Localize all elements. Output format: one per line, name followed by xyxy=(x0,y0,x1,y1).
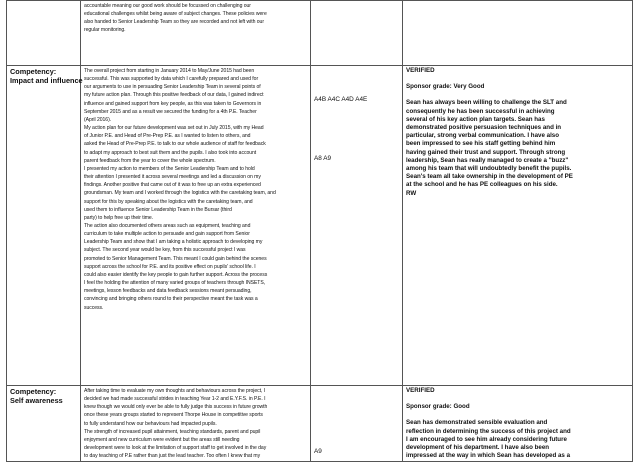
text-line: of Junior P.E. and Head of Pre-Prep P.E. as I wanted to listen to others, and xyxy=(84,133,251,140)
text-line: promoted to Senior Management Team. This meant I could gain behind the scenes xyxy=(84,255,267,262)
verification-line: impressed at the way in which Sean has developed as a xyxy=(406,452,571,460)
verification-line: development of his department. I have also been xyxy=(406,444,550,452)
verification-line: Sponsor grade: Very Good xyxy=(406,83,485,91)
evidence-text xyxy=(84,2,307,35)
text-line: could also easier identify the key people to gain further support. Across the process xyxy=(84,271,268,278)
verification-line: Sean has demonstrated sensible evaluation and xyxy=(406,419,548,427)
text-line: used them to influence Senior Leadership Team in the Bursar (third xyxy=(84,206,232,213)
text-line: to day teaching of P.E rather than just the lead teacher. Too often I knew that my xyxy=(84,453,261,460)
text-line: success. xyxy=(84,304,104,311)
refs-cell xyxy=(311,66,403,386)
evidence-cell xyxy=(81,66,311,386)
text-line: once these years groups started to represent Thorpe House in competitive sports xyxy=(84,412,263,419)
verification-cell xyxy=(403,66,633,386)
text-line: to adapt my approach to best suit them and the pupils. I also took into account xyxy=(84,149,257,156)
competency-cell xyxy=(7,66,81,386)
text-line: subject. The second year would be key, from this successful project I was xyxy=(84,247,246,254)
text-line: educational challenges whilst being aware of subject changes. These policies were xyxy=(84,11,267,18)
reference-line: A4B A4C A4D A4E xyxy=(314,96,368,103)
competency-table xyxy=(6,0,633,462)
competency-title: Competency: Self awareness xyxy=(10,387,63,405)
text-line: asked the Head of Pre-Prep P.E. to talk to our whole audience of staff for feedback xyxy=(84,141,266,148)
reference-line: A8 A9 xyxy=(314,155,332,162)
text-line: I presented my action to members of the Senior Leadership Team and to hold xyxy=(84,165,255,172)
spacer xyxy=(406,75,629,83)
text-line: findings. Another positive that came out of it was to free up an extra experienced xyxy=(84,182,261,189)
verification-cell xyxy=(403,386,633,462)
evidence-cell xyxy=(81,386,311,462)
text-line: accountable meaning our good work should be focussed on challenging our xyxy=(84,3,251,9)
text-line: influence and gained support from key people, as this was taken to Governors in xyxy=(84,100,262,107)
verification-text xyxy=(406,67,629,198)
text-line: knew though we would only ever be able to fully judge this success in future growth xyxy=(84,404,268,411)
text-line: party) to help free up their time. xyxy=(84,214,154,221)
text-line: support for this by speaking about the logistics with the caretaking team, and xyxy=(84,198,253,205)
spacer xyxy=(406,91,629,99)
text-line: decided we had made successful strides in teaching Year 1-2 and E.Y.F.S. in P.E. I xyxy=(84,396,266,403)
text-line: meetings, lesson feedbacks and data feedback sessions meant persuading, xyxy=(84,288,252,295)
verification-line: Sean has always been willing to challenge the SLT and xyxy=(406,99,567,107)
text-line: support across the school for P.E. and its positive effect on pupils' school life. I xyxy=(84,263,256,270)
text-line: regular monitoring. xyxy=(84,27,126,34)
competency-cell xyxy=(7,386,81,462)
text-line: their attention I presented it across several meetings and led a discussion on my xyxy=(84,174,261,181)
text-line: After taking time to evaluate my own thoughts and behaviours across the project, I xyxy=(84,388,266,394)
verification-line: demonstrated positive persuasion techniques and in xyxy=(406,124,562,132)
verification-line: VERIFIED xyxy=(406,67,435,74)
text-line: groundsman. My team and I worked through the logistics with the caretaking team, and xyxy=(84,190,276,197)
text-line: I feel the holding the attention of many varied groups of teachers through INSETS, xyxy=(84,280,266,287)
verification-line: leadership, Sean has really managed to create a "buzz" xyxy=(406,156,569,164)
verification-line: among his team that will undoubtedly benefit the pupils. xyxy=(406,165,572,173)
text-line: curriculum to take multiple action to persuade and gain support from Senior xyxy=(84,231,250,238)
text-line: My action plan for our future development was set out in July 2015, with my Head xyxy=(84,125,264,132)
text-line: (April 2016). xyxy=(84,116,112,123)
text-line: The strength of increased pupil attainment, teaching standards, parent and pupil xyxy=(84,428,261,435)
text-line: parent feedback from the year to cover the whole spectrum. xyxy=(84,157,216,164)
text-line: development were to look at the limitation of support staff to get involved in the day xyxy=(84,445,267,452)
text-line: The action also documented others areas such as equipment, teaching and xyxy=(84,222,251,229)
verification-line: particular, strong verbal communication. I have also xyxy=(406,132,560,140)
verification-line: reflection in determining the success of this project and xyxy=(406,427,571,435)
verification-line: Sean's team all take ownership in the development of PE xyxy=(406,173,573,181)
verification-line: at the school and he has PE colleagues on his side. xyxy=(406,181,558,189)
table-row-impact-influence xyxy=(7,66,633,386)
text-line: successful. This was supported by data which I carefully prepared and used for xyxy=(84,76,259,83)
text-line: Leadership Team and show that I am taking a holistic approach to developing my xyxy=(84,239,263,246)
competency-cell-empty xyxy=(7,1,81,66)
verification-line: been impressed to see his staff getting behind him xyxy=(406,140,556,148)
text-line: to fully understand how our behaviours had impacted pupils. xyxy=(84,420,217,427)
text-line: my future action plan. Through this positive feedback of our data, I gained indirect xyxy=(84,92,264,99)
spacer xyxy=(406,395,629,403)
spacer xyxy=(406,411,629,419)
table-row-self-awareness xyxy=(7,386,633,462)
verification-line: RW xyxy=(406,189,417,197)
verification-line: Sponsor grade: Good xyxy=(406,403,470,411)
reference-line: A9 xyxy=(314,448,322,455)
text-line: enjoyment and new curriculum were evident but the areas still needing xyxy=(84,436,240,443)
verification-line: consequently he has been successful in achieving xyxy=(406,107,555,115)
verification-cell-empty xyxy=(403,1,633,66)
verification-line: several of his key action plan targets. Sean has xyxy=(406,115,545,123)
refs-cell-empty xyxy=(311,1,403,66)
verification-text xyxy=(406,387,629,460)
verification-line: I am encouraged to see him already considering future xyxy=(406,435,567,443)
text-line: convincing and bringing others round to their perspective meant the task was a xyxy=(84,296,258,303)
verification-line: having gained their trust and support. Through strong xyxy=(406,148,566,156)
text-line: also handed to Senior Leadership Team so they are recorded and not left with our xyxy=(84,19,264,26)
text-line: The overall project from starting in January 2014 to May/June 2015 had been xyxy=(84,68,255,74)
evidence-references xyxy=(314,95,399,163)
evidence-text xyxy=(84,387,307,460)
competency-title: Competency: Impact and influence xyxy=(10,67,83,85)
evidence-text xyxy=(84,67,307,312)
text-line: our arguments to use in persuading Senior Leadership Team in several points of xyxy=(84,84,261,91)
table-row-continued xyxy=(7,1,633,66)
refs-cell xyxy=(311,386,403,462)
verification-line: VERIFIED xyxy=(406,387,435,394)
evidence-cell xyxy=(81,1,311,66)
text-line: September 2015 and as a result we secured the funding for a 4th P.E. Teacher xyxy=(84,108,257,115)
